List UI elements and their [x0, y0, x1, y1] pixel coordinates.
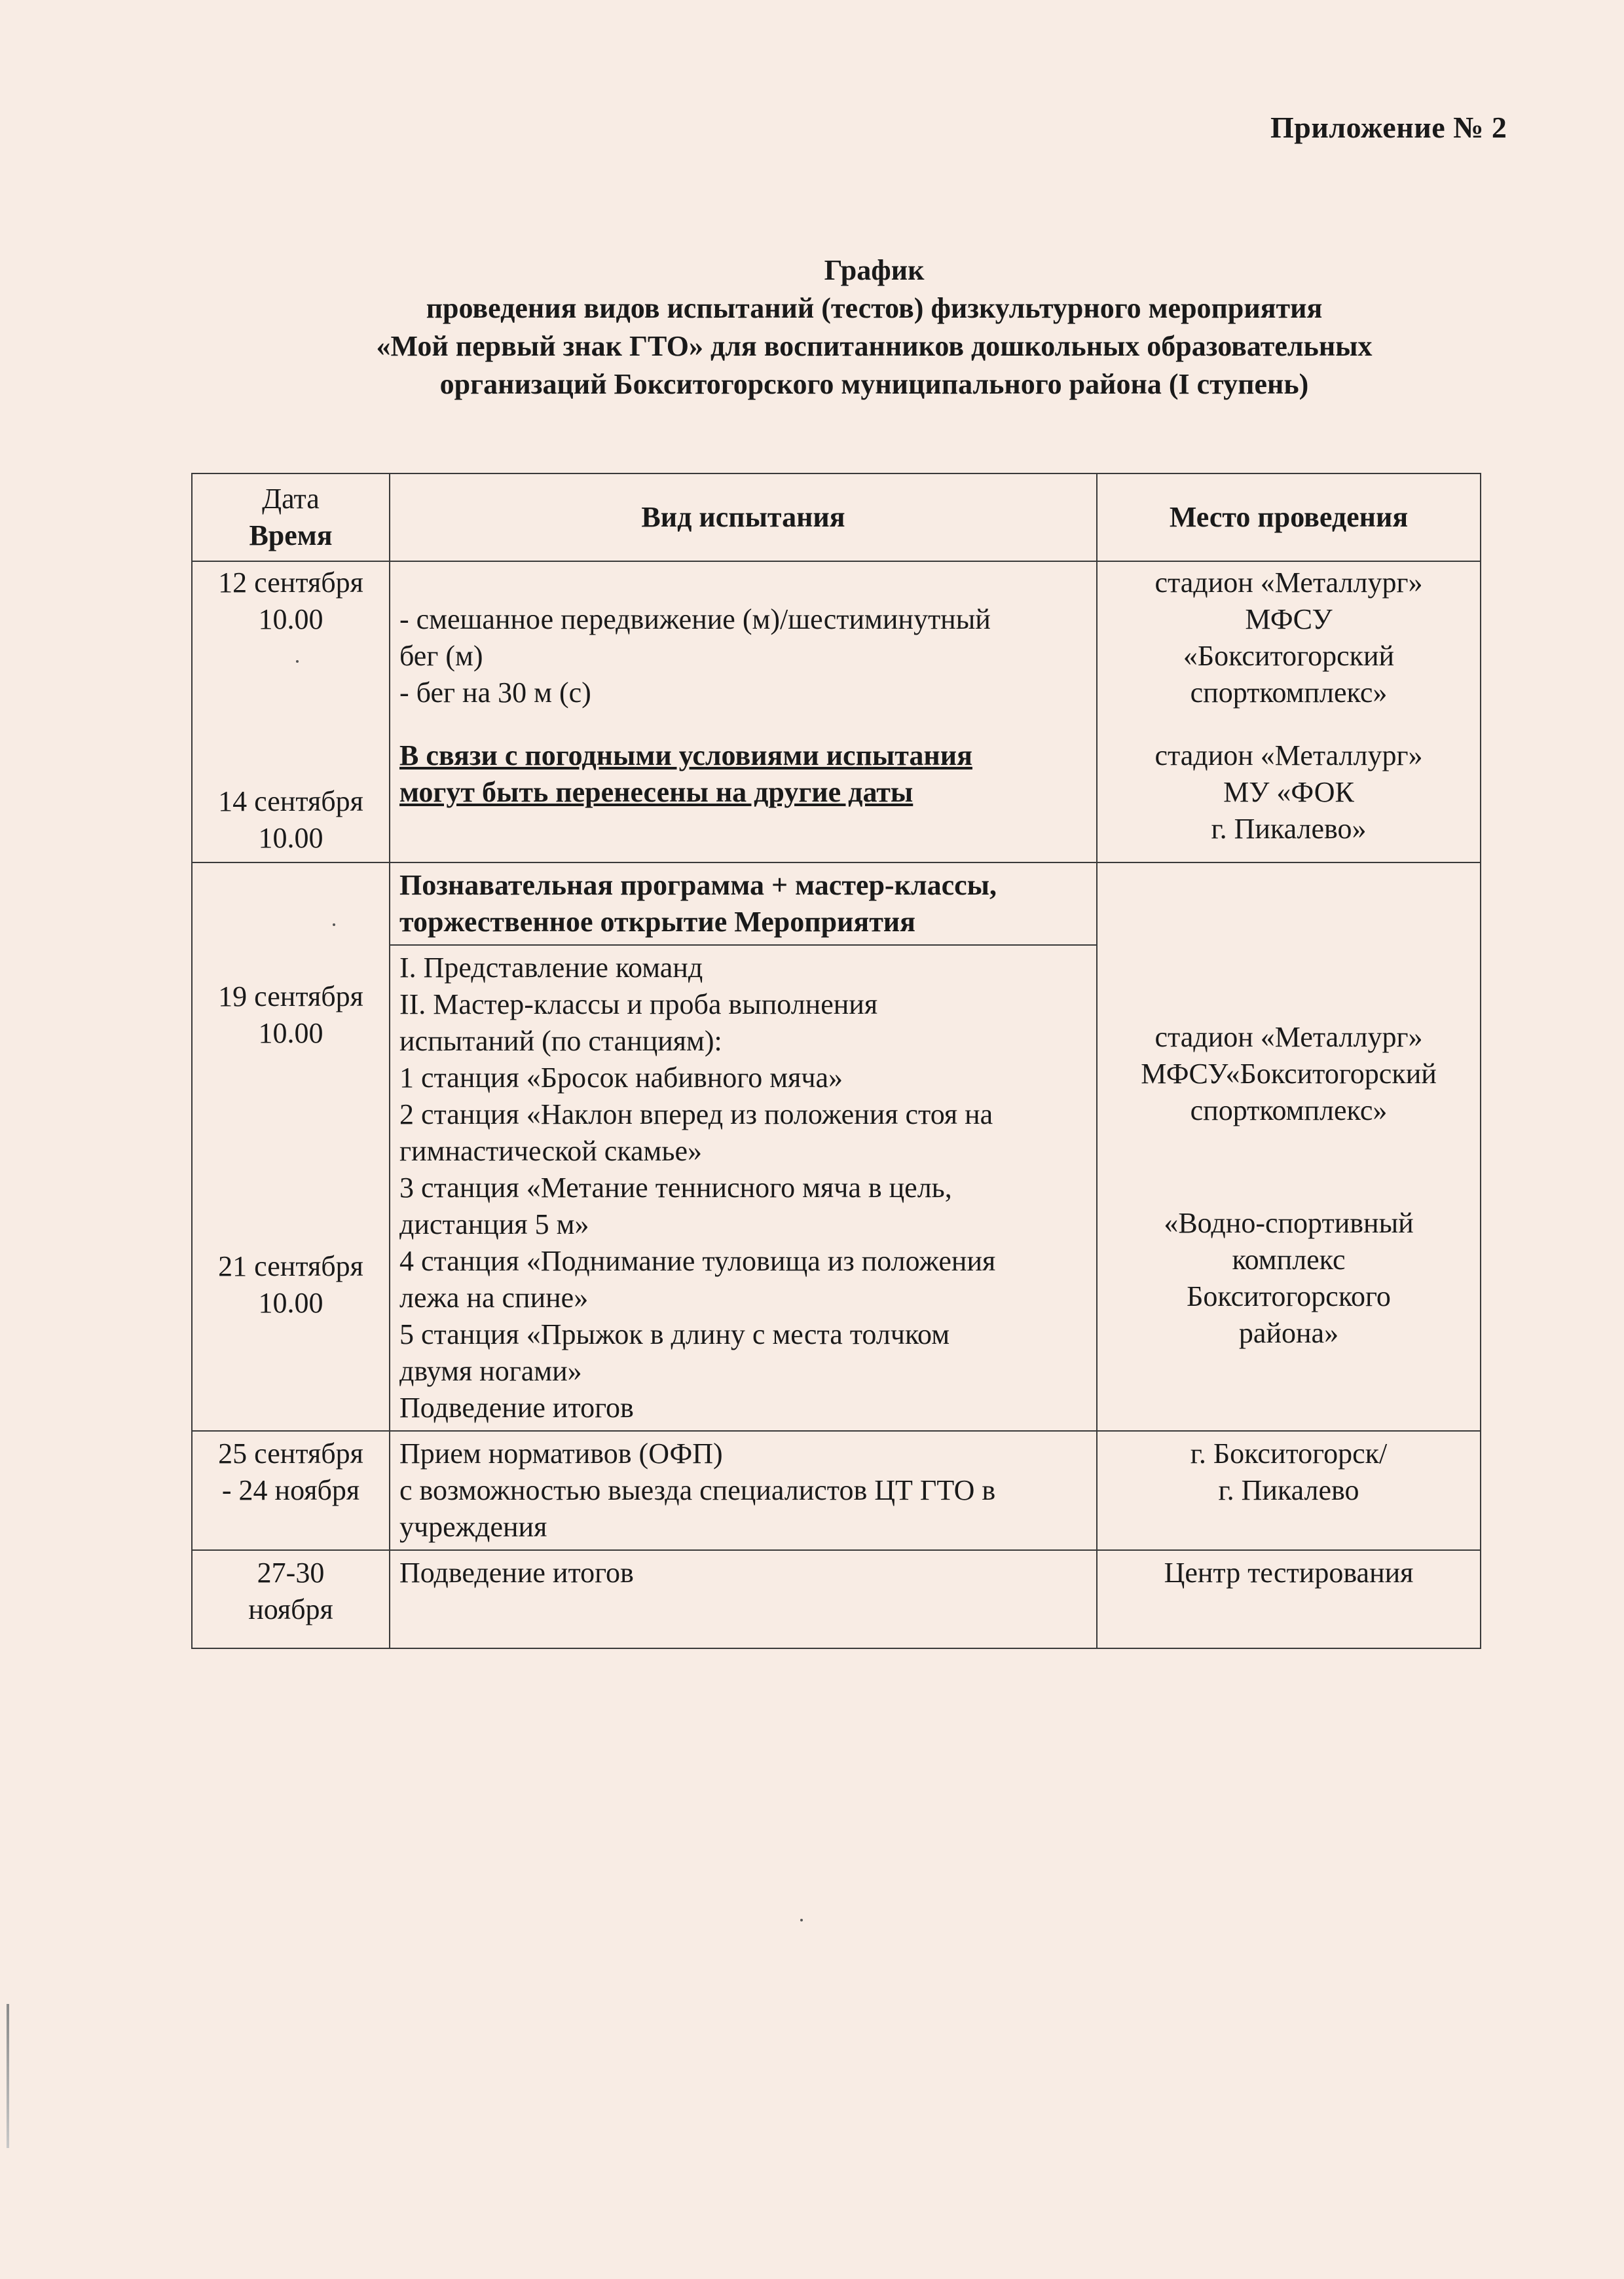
header-place: Место проведения: [1097, 473, 1481, 561]
list-item: лежа на спине»: [399, 1282, 589, 1314]
title-line-4: организаций Бокситогорского муниципального района (I ступень): [439, 368, 1309, 400]
place-line: спорткомплекс»: [1190, 676, 1388, 709]
test-line: Прием нормативов (ОФП): [399, 1437, 723, 1470]
test-line: - бег на 30 м (с): [399, 676, 591, 709]
weather-notice: могут быть перенесены на другие даты: [399, 776, 913, 808]
date-cell: [192, 1550, 390, 1648]
date-cell: [192, 862, 390, 1431]
header-date-label: Дата: [262, 483, 320, 515]
list-item: испытаний (по станциям):: [399, 1025, 722, 1057]
list-item: 1 станция «Бросок набивного мяча»: [399, 1062, 843, 1094]
table-row: [192, 1550, 1481, 1648]
place-line: спорткомплекс»: [1190, 1094, 1388, 1126]
list-item: двумя ногами»: [399, 1355, 582, 1387]
test-line: с возможностью выезда специалистов ЦТ ГТО в: [399, 1474, 996, 1506]
test-line: учреждения: [399, 1511, 547, 1543]
time: 10.00: [258, 822, 323, 854]
title-line-3: «Мой первый знак ГТО» для воспитанников дошкольных образовательных: [376, 330, 1373, 362]
place-line: МУ «ФОК: [1223, 776, 1354, 808]
place-line: МФСУ«Бокситогорский: [1141, 1058, 1437, 1090]
place-line: стадион «Металлург»: [1154, 566, 1423, 599]
schedule-table: [191, 473, 1481, 1649]
program-cell: [390, 862, 1097, 945]
date: - 24 ноября: [221, 1474, 360, 1506]
header-test: Вид испытания: [390, 473, 1097, 561]
list-item: II. Мастер-классы и проба выполнения: [399, 988, 878, 1020]
place-cell: Центр тестирования: [1097, 1550, 1481, 1648]
test-cell: [390, 561, 1097, 862]
table-row: [192, 862, 1481, 945]
document-title: [190, 251, 1559, 403]
header-date: [192, 473, 390, 561]
list-item: Подведение итогов: [399, 1392, 634, 1424]
table-row: [192, 1431, 1481, 1550]
test-cell: Подведение итогов: [390, 1550, 1097, 1648]
time: 10.00: [258, 1017, 323, 1049]
table-row: [192, 561, 1481, 862]
list-item: 2 станция «Наклон вперед из положения стоя на: [399, 1098, 993, 1130]
weather-notice: В связи с погодными условиями испытания: [399, 739, 972, 771]
list-item: дистанция 5 м»: [399, 1208, 589, 1240]
place-cell: [1097, 1431, 1481, 1550]
date: 19 сентября: [218, 980, 363, 1012]
test-line: бег (м): [399, 640, 483, 672]
scan-speck: [800, 1919, 803, 1921]
date-cell: [192, 1431, 390, 1550]
list-item: 4 станция «Поднимание туловища из положения: [399, 1245, 996, 1277]
place-line: МФСУ: [1245, 603, 1333, 635]
test-cell: [390, 1431, 1097, 1550]
date: 27-30: [257, 1557, 325, 1589]
test-line: - смешанное передвижение (м)/шестиминутный: [399, 603, 991, 635]
place-line: г. Пикалево: [1218, 1474, 1359, 1506]
place-line: г. Пикалево»: [1211, 813, 1367, 845]
place-cell: [1097, 561, 1481, 862]
scan-speck: [296, 660, 299, 663]
list-item: гимнастической скамье»: [399, 1135, 702, 1167]
stations-cell: [390, 945, 1097, 1431]
program-title: Познавательная программа + мастер-классы,: [399, 869, 997, 901]
place-cell: [1097, 862, 1481, 1431]
place-line: Бокситогорского: [1187, 1280, 1391, 1312]
date: 21 сентября: [218, 1250, 363, 1282]
date: 25 сентября: [218, 1437, 363, 1470]
date-cell: [192, 561, 390, 862]
header-row: [192, 473, 1481, 561]
place-line: «Бокситогорский: [1183, 640, 1395, 672]
place-line: стадион «Металлург»: [1154, 1021, 1423, 1053]
list-item: 3 станция «Метание теннисного мяча в цель,: [399, 1172, 952, 1204]
appendix-label: Приложение № 2: [1270, 111, 1507, 144]
scan-speck: [333, 923, 335, 926]
place-line: района»: [1238, 1317, 1339, 1349]
time: 10.00: [258, 603, 323, 635]
place-line: «Водно-спортивный: [1164, 1207, 1414, 1239]
list-item: 5 станция «Прыжок в длину с места толчком: [399, 1318, 950, 1350]
header-time-label: Время: [249, 519, 333, 551]
date: 12 сентября: [218, 566, 363, 599]
date: 14 сентября: [218, 785, 363, 817]
place-line: комплекс: [1232, 1244, 1346, 1276]
title-line-2: проведения видов испытаний (тестов) физкультурного мероприятия: [426, 292, 1323, 324]
place-line: стадион «Металлург»: [1154, 739, 1423, 771]
date: ноября: [248, 1593, 333, 1625]
time: 10.00: [258, 1287, 323, 1319]
program-title: торжественное открытие Мероприятия: [399, 906, 915, 938]
scan-edge-mark: [7, 2004, 9, 2148]
place-line: г. Бокситогорск/: [1190, 1437, 1388, 1470]
list-item: I. Представление команд: [399, 952, 703, 984]
title-line-1: График: [824, 254, 925, 286]
